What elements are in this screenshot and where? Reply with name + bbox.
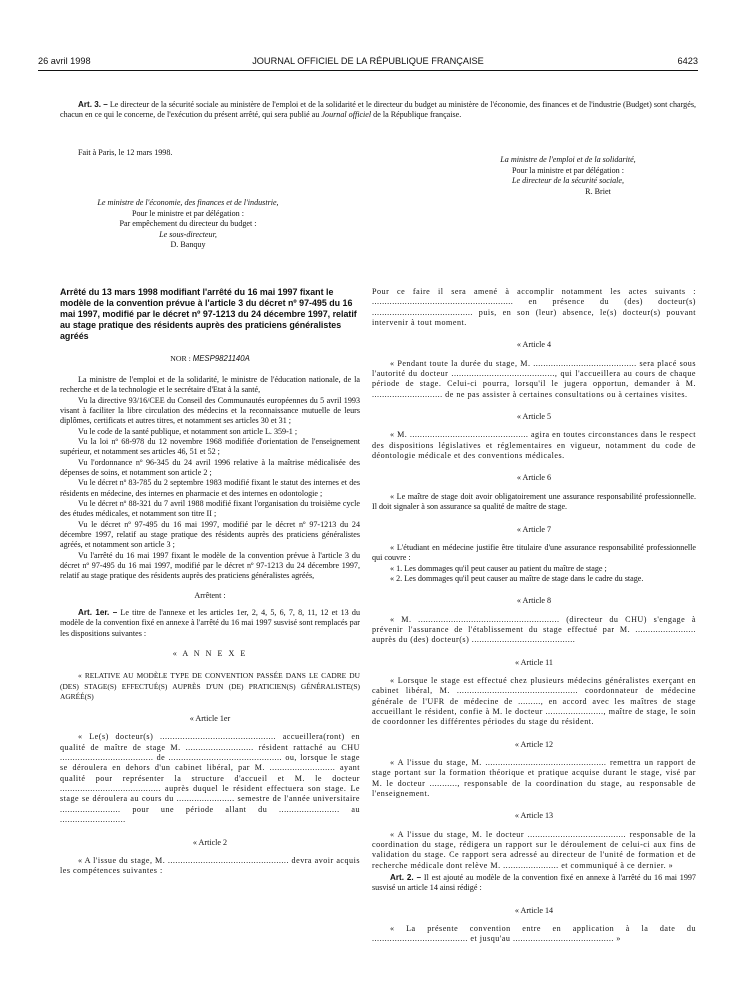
article-3-label: Art. 3. –: [78, 100, 108, 109]
left-column: [60, 287, 360, 877]
annex-article-5-text: « M. ............................................... agira en toutes circonstances dans le respect des dispositions législatives et réglementaires en vigueur, notamment du code de déontologie médicale et des conventions médicales.: [372, 430, 696, 461]
annex-article-7-heading: « Article 7: [516, 524, 552, 534]
article-1-paragraph: [60, 608, 360, 639]
signature-economie-role: Le sous-directeur,: [159, 229, 217, 239]
annexe-title: « RELATIVE AU MODÈLE TYPE DE CONVENTION PASSÉE DANS LE CADRE DU (DES) STAGE(S) EFFECTUÉ(S) AUPRÈS D'UN (DE) PRATICIEN(S) GÉNÉRALISTE(S) AGRÉÉ(S): [60, 671, 360, 701]
signature-emploi-name: R. Briet: [585, 186, 611, 196]
preamble: [60, 375, 360, 582]
annex-article-13-text: « A l'issue du stage, M. le docteur ....................................... responsable de la coordination du stage, rédigera un rapport sur le déroulement de celui-ci aux fins de validation du stage. Ce rapport sera adressé au directeur de l'unité de formation et de recherche médicale dont relève M. ...................... et communiqué à ce dernier. »: [372, 829, 696, 870]
annex-article-11-heading: « Article 11: [515, 657, 553, 667]
header-date: 26 avril 1998: [38, 56, 91, 66]
signature-economie-name: D. Banquy: [170, 240, 206, 250]
article-3-text: Le directeur de la sécurité sociale au ministère de l'emploi et de la solidarité et le directeur du budget au ministère de l'économie, des finances et de l'industrie (Budget) sont chargés, chacun en ce qui le concerne, de l'exécution du présent arrêté, qui sera publié au: [60, 100, 696, 120]
right-column: [372, 287, 696, 945]
annex-article-12-text: « A l'issue du stage, M. ................................................ remettra un rapport de stage portant sur la formation théorique et pratique acquise durant le stage, visé par M. le docteur ..........., responsable de la coordination du stage, au responsable de l'enseignement.: [372, 758, 696, 799]
article-1-label: Art. 1er. –: [78, 608, 118, 618]
annex-article-1-heading: « Article 1er: [189, 714, 231, 724]
header-journal-title: JOURNAL OFFICIEL DE LA RÉPUBLIQUE FRANÇAISE: [252, 56, 484, 66]
annex-article-2-text: « A l'issue du stage, M. ................................................ devra avoir acquis les compétences suivantes :: [60, 855, 360, 876]
annex-article-6-heading: « Article 6: [516, 473, 552, 483]
page-header: [38, 56, 698, 70]
annex-article-8-text: « M. ........................................................ (directeur du CHU) s'engage à prévenir l'assurance de l'établissement du stage effectué par M. ........................ auprès du (des) docteur(s) .........................................: [372, 614, 696, 645]
article-2-paragraph: [372, 873, 696, 894]
preamble-paragraph: Vu le décret nº 83-785 du 2 septembre 1983 modifié fixant le statut des internes et des résidents en médecine, des internes en pharmacie et des internes en odontologie ;: [60, 478, 360, 498]
nor-reference: [60, 354, 360, 364]
right-intro: Pour ce faire il sera amené à accomplir notamment les actes suivants : ........................................................ en présence du (des) docteur(s) ........................................ puis, en son (leur) absence, le(s) docteur(s) pouvant intervenir à tout moment.: [372, 287, 696, 328]
article-3-tail: de la République française.: [371, 110, 462, 120]
annex-article-7-item-2: « 2. Les dommages qu'il peut causer au maître de stage dans le cadre du stage.: [390, 573, 644, 583]
annex-article-6-text: « Le maître de stage doit avoir obligatoirement une assurance responsabilité professionnelle. Il doit signaler à son assurance sa qualité de maître de stage.: [372, 491, 696, 512]
annex-article-14-heading: « Article 14: [514, 905, 554, 915]
signature-block-emploi: [440, 155, 696, 197]
article-1-text: Le titre de l'annexe et les articles 1er, 2, 4, 5, 6, 7, 8, 11, 12 et 13 du modèle de la convention fixé en annexe à l'arrêté du 16 mai 1997 susvisé sont remplacés par les dispositions suivantes :: [60, 608, 360, 638]
annex-article-14-text: « La présente convention entre en application à la date du ...................................... et jusqu'au ........................................ »: [372, 924, 696, 944]
article-2-text: Il est ajouté au modèle de la convention fixé en annexe à l'arrêté du 16 mai 1997 susvisé un article 14 ainsi rédigé :: [372, 873, 696, 893]
header-page-number: 6423: [677, 56, 698, 66]
annexe-heading: « A N N E X E: [172, 649, 248, 659]
preamble-paragraph: Vu l'arrêté du 16 mai 1997 fixant le modèle de la convention prévue à l'article 3 du décret nº 97-495 du 16 mai 1997, modifié par le décret nº 97-1213 du 24 décembre 1997, relatif au stage pratique des résidents auprès des praticiens généralistes agréés,: [60, 550, 360, 581]
signature-economie-title: Le ministre de l'économie, des finances et de l'industrie,: [97, 198, 279, 207]
article-2-label: Art. 2. –: [390, 873, 422, 883]
annex-article-13-heading: « Article 13: [514, 811, 554, 821]
article-3-paragraph: [60, 100, 696, 121]
nor-code: MESP9821140A: [192, 353, 250, 363]
preamble-paragraph: Vu la directive 93/16/CEE du Conseil des Communautés européennes du 5 avril 1993 visant à faciliter la libre circulation des médecins et la reconnaissance mutuelle de leurs diplômes, certificats et autres titres, et notamment ses articles 30 et 31 ;: [60, 395, 360, 426]
annex-article-12-heading: « Article 12: [514, 739, 554, 749]
annex-article-8-heading: « Article 8: [516, 596, 552, 606]
signature-emploi-role: Le directeur de la sécurité sociale,: [511, 176, 625, 186]
nor-label: NOR :: [170, 353, 191, 363]
preamble-paragraph: Vu la loi nº 68-978 du 12 novembre 1968 modifiée d'orientation de l'enseignement supérieur, et notamment ses articles 46, 51 et 52 ;: [60, 436, 360, 457]
preamble-paragraph: Vu le décret nº 97-495 du 16 mai 1997, modifié par le décret nº 97-1213 du 24 décembre 1997, relatif au stage pratique des résidents auprès des praticiens généralistes agréés, et notamment son article 3 ;: [60, 519, 360, 550]
signing-place-date: Fait à Paris, le 12 mars 1998.: [78, 148, 173, 157]
signature-emploi-delegation: Pour la ministre et par délégation :: [512, 165, 624, 175]
signature-block-economie: [60, 198, 316, 251]
signature-economie-empechement: Par empêchement du directeur du budget :: [119, 219, 257, 229]
annex-article-1-text: « Le(s) docteur(s) .............................................. accueillera(ront) en qualité de maître de stage M. ........................... résident rattaché au CHU ..................................... de ............................................. ou, lorsque le stage se déroulera en dehors d'un cabinet libéral, par M. .......................... ayant qualité pour représenter la structure d'accueil et M. le docteur ........................................ auprès duquel le résident effectuera son stage. Le stage se déroulera au cours du ....................... semestre de l'année universitaire ........................ pour une période allant du ........................ au ..........................: [60, 732, 360, 825]
signature-economie-delegation: Pour le ministre et par délégation :: [132, 208, 244, 218]
annex-article-11-text: « Lorsque le stage est effectué chez plusieurs médecins généralistes exerçant en cabinet libéral, M. ................................................ coordonnateur de médecine générale de l'UFR de médecine de ........., en accord avec les maîtres de stage accueillant le résident, confie à M. le docteur ......................., maître de stage, le soin de coordonner les différentes périodes du stage du résident.: [372, 675, 696, 727]
annex-article-4-heading: « Article 4: [516, 340, 552, 350]
annex-article-7-item-1: « 1. Les dommages qu'il peut causer au patient du maître de stage ;: [390, 563, 607, 573]
annex-article-2-heading: « Article 2: [192, 837, 228, 847]
annex-article-4-text: « Pendant toute la durée du stage, M. ......................................... sera placé sous l'autorité du docteur ........................................., qui l'accueillera au cours de chaque période de stage. Celui-ci pourra, lorsqu'il le jugera opportun, demander à M. ............................ de ne pas assister à certaines consultations ou à certaines visites.: [372, 358, 696, 399]
arretent-heading: Arrêtent :: [194, 590, 226, 600]
annex-article-7-text: « L'étudiant en médecine justifie être titulaire d'une assurance responsabilité professionnelle qui couvre :: [372, 542, 696, 563]
article-3-journal: Journal officiel: [321, 110, 372, 120]
decree-title: Arrêté du 13 mars 1998 modifiant l'arrêté du 16 mai 1997 fixant le modèle de la convention prévue à l'article 3 du décret nº 97-495 du 16 mai 1997, modifié par le décret nº 97-1213 du 24 décembre 1997, relatif au stage pratique des résidents auprès des praticiens généralistes agréés: [60, 287, 357, 341]
header-rule: [38, 70, 698, 71]
preamble-paragraph: Vu l'ordonnance nº 96-345 du 24 avril 1996 relative à la maîtrise médicalisée des dépenses de soins, et notamment son article 2 ;: [60, 457, 360, 477]
annex-article-5-heading: « Article 5: [516, 412, 552, 422]
preamble-paragraph: Vu le décret nº 88-321 du 7 avril 1988 modifié fixant l'organisation du troisième cycle des études médicales, et notamment son titre II ;: [60, 499, 360, 519]
preamble-paragraph: Vu le code de la santé publique, et notamment son article L. 359-1 ;: [78, 426, 298, 436]
preamble-paragraph: La ministre de l'emploi et de la solidarité, le ministre de l'éducation nationale, de la recherche et de la technologie et le secrétaire d'Etat à la santé,: [60, 374, 360, 395]
signature-emploi-title: La ministre de l'emploi et de la solidarité,: [500, 155, 636, 164]
